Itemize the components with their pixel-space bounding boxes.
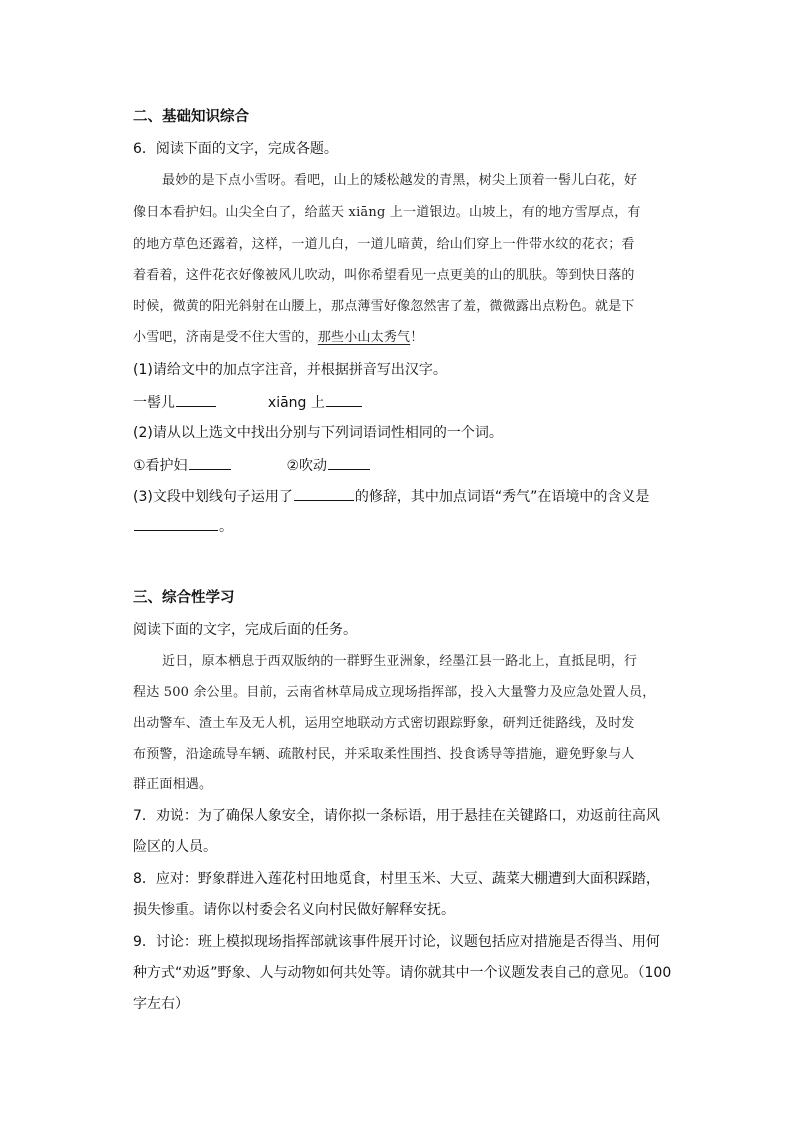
passage-line: 布预警，沿途疏导车辆、疏散村民，并采取柔性围挡、投食诱导等措施，避免野象与人 [133,747,635,762]
section3-intro: 阅读下面的文字，完成后面的任务。 [133,622,357,638]
sub-question-1: (1)请给文中的加点字注音，并根据拼音写出汉字。 [133,362,447,378]
passage-line: 群正面相遇。 [133,777,213,792]
question-9-cont: 种方式“劝返”野象、人与动物如何共处等。请你就其中一个议题发表自己的意见。（100 [133,965,672,981]
answer-blank[interactable] [176,392,216,407]
question-9-cont: 字左右） [133,996,189,1012]
sub3-text: 。 [219,519,233,535]
passage-line: 最妙的是下点小雪呀。看吧，山上的矮松越发的青黑，树尖上顶着一髻儿白花，好 [162,173,638,188]
passage-line: 着看着，这件花衣好像被风儿吹动，叫你希望看见一点更美的山的肌肤。等到快日落的 [133,268,635,283]
sub3-text: (3)文段中划线句子运用了 [133,489,293,505]
sub-question-2: (2)请从以上选文中找出分别与下列词语词性相同的一个词。 [133,425,503,441]
answer-blank[interactable] [294,486,354,501]
answer-blank[interactable] [134,516,218,531]
passage-text: ！ [410,330,424,345]
question-8: 8．应对：野象群进入莲花村田地觅食，村里玉米、大豆、蔬菜大棚遭到大面积踩踏， [133,871,660,887]
answer-blank[interactable] [328,455,370,470]
answer-blank[interactable] [326,392,362,407]
passage-line: 像日本看护妇。山尖全白了，给蓝天 xiāng 上一道银边。山坡上，有的地方雪厚点，有 [133,205,641,220]
sub1-item-a: 一髻儿 [133,395,175,411]
passage-text: 小雪吧，济南是受不住大雪的， [133,330,318,345]
question-7-cont: 险区的人员。 [133,839,217,855]
sub3-text: 的修辞，其中加点词语“秀气”在语境中的含义是 [354,489,650,505]
sub-question-1-blanks [133,392,363,413]
section2-title: 二、基础知识综合 [133,109,249,125]
sub2-item-a: ①看护妇 [133,458,188,474]
sub1-item-b: xiāng 上 [267,395,325,411]
question-9: 9．讨论：班上模拟现场指挥部就该事件展开讨论，议题包括应对措施是否得当、用何 [133,934,660,950]
answer-blank[interactable] [189,455,231,470]
passage-line: 程达 500 余公里。目前，云南省林草局成立现场指挥部，投入大量警力及应急处置人员， [133,685,656,700]
passage-line: 近日，原本栖息于西双版纳的一群野生亚洲象，经墨江县一路北上，直抵昆明，行 [162,654,638,669]
sub-question-3 [133,486,649,507]
underlined-sentence: 那些小山太秀气 [317,330,411,345]
passage-line: 的地方草色还露着，这样，一道儿白，一道儿暗黄，给山们穿上一件带水纹的花衣；看 [133,237,635,252]
question-7: 7．劝说：为了确保人象安全，请你拟一条标语，用于悬挂在关键路口，劝返前往高风 [133,808,660,824]
question-8-cont: 损失惨重。请你以村委会名义向村民做好解释安抚。 [133,902,455,918]
question-6: 6．阅读下面的文字，完成各题。 [133,141,338,157]
passage-line: 出动警车、渣土车及无人机，运用空地联动方式密切跟踪野象，研判迁徙路线，及时发 [133,716,635,731]
section3-title: 三、综合性学习 [133,590,235,606]
sub-question-3-answer [133,516,233,537]
sub-question-2-blanks [133,455,371,476]
passage-line: 时候，微黄的阳光斜射在山腰上，那点薄雪好像忽然害了羞，微微露出点粉色。就是下 [133,299,635,314]
passage-last-line [133,328,423,348]
sub2-item-b: ②吹动 [286,458,328,474]
